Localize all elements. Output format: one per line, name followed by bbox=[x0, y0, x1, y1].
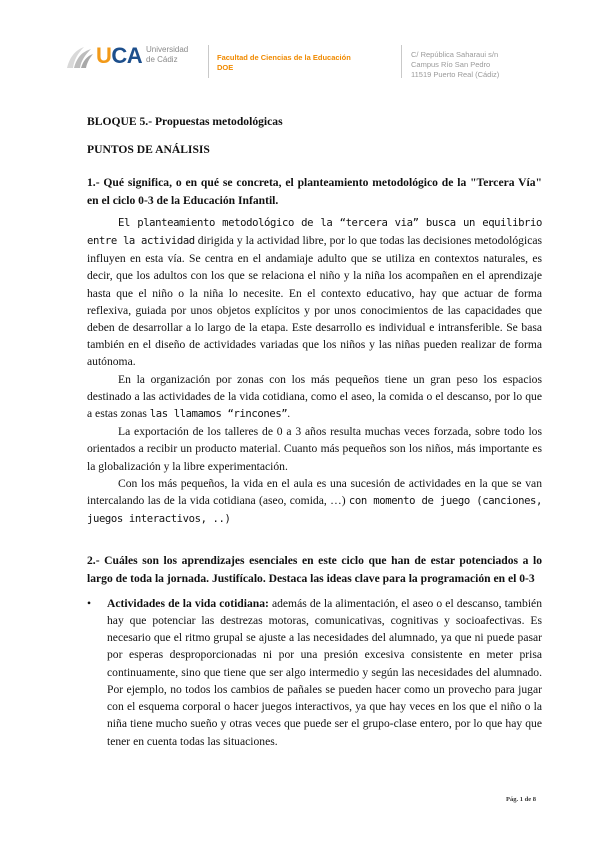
question-1: 1.- Qué significa, o en qué se concreta, el planteamiento metodológico de la "Tercera Vía" en el ciclo 0-3 de la Educación Infantil. bbox=[87, 176, 542, 207]
list-item bbox=[87, 595, 542, 750]
university-name: Universidad de Cádiz bbox=[146, 45, 189, 64]
address-line: Campus Río San Pedro bbox=[411, 60, 491, 69]
header-divider bbox=[208, 45, 209, 78]
paragraph-text: En la organización por zonas con los más pequeños tiene un gran peso los espacios destinado a las actividades de la vida cotidiana, como el aseo, la comida o el descanso, por lo que a estas zonas bbox=[87, 372, 542, 421]
page-number: Pág. 1 de 8 bbox=[506, 796, 536, 803]
address-line: 11519 Puerto Real (Cádiz) bbox=[411, 70, 500, 79]
handwritten-text: con momento de juego (canciones, juegos interactivos, ..) bbox=[87, 495, 542, 526]
section-title: PUNTOS DE ANÁLISIS bbox=[87, 143, 210, 157]
paragraph-3: La exportación de los talleres de 0 a 3 años resulta muchas veces forzada, sobre todo los orientados a recibir un producto material. Cuanto más pequeños son los niños, más importante es la globalización y la libre experimentación. bbox=[87, 425, 542, 473]
bullet-text: además de la alimentación, el aseo o el descanso, también hay que potenciar las destrezas motoras, comunicativas, cognitivas y socioafectivas. Es necesario que el ritmo grupal se ajuste a las necesidades del alumnado, ya que ni puede pasar por esperas desproporcionadas ni por una presión excesiva consistente en meter prisa continuamente, sino que tiene que ser algo intermedio y según las necesidades del alumnado. Por ejemplo, no todos los cambios de pañales se pueden hacer como un provecho para jugar con el esquema corporal o hacer juegos interactivos, ya que hay veces en los que el niño o la niña tiene mucho sueño y otras veces que puede ser el grupo-clase entero, por lo que hay que tener en cuenta todas las situaciones. bbox=[107, 596, 542, 748]
university-logo bbox=[64, 42, 204, 74]
paragraph-1 bbox=[87, 214, 542, 371]
handwritten-text: las llamamos “rincones” bbox=[149, 408, 288, 421]
uca-emblem-icon bbox=[64, 44, 94, 70]
department-name: DOE bbox=[217, 63, 234, 72]
paragraph-4 bbox=[87, 475, 542, 529]
bloque-title: BLOQUE 5.- Propuestas metodológicas bbox=[87, 115, 283, 128]
address-block bbox=[411, 50, 499, 80]
logo-text: UCA bbox=[96, 43, 143, 68]
document-body bbox=[87, 113, 542, 750]
header-divider bbox=[401, 45, 402, 78]
bullet-title: Actividades de la vida cotidiana: bbox=[107, 596, 269, 610]
faculty-name: Facultad de Ciencias de la Educación bbox=[217, 53, 351, 62]
bullet-icon: • bbox=[87, 596, 92, 610]
question-2: 2.- Cuáles son los aprendizajes esenciales en este ciclo que han de estar potenciados a lo largo de toda la jornada. Justifícalo. Destaca las ideas clave para la programación en el 0-3 bbox=[87, 554, 542, 585]
paragraph-text: Con los más pequeños, la vida en el aula es una sucesión de actividades en la que se van intercalando las de la vida cotidiana (aseo, comida, …) bbox=[87, 476, 542, 508]
paragraph-text: . bbox=[287, 407, 291, 421]
paragraph-2 bbox=[87, 371, 542, 424]
address-line: C/ República Saharaui s/n bbox=[411, 50, 499, 59]
logo-text-rest: CA bbox=[111, 43, 143, 68]
paragraph-text: dirigida y la actividad libre, por lo que todas las decisiones metodológicas influyen en esta vía. Se centra en el andamiaje adulto que se utiliza en contextos naturales, es decir, que los adultos con los que se relaciona el niño y la niña los acompañen en el aprendizaje hasta que el niño o la niña lo necesite. En el contexto educativo, hay que actuar de forma reflexiva, guiada por unos objetos explícitos y por unos conocimientos de las capacidades que deben de desarrollar a lo largo de la etapa. Este desarrollo es individual e intransferible. Se basa también en el diseño de actividades variadas que los niños y las niñas pueden realizar de forma autónoma. bbox=[87, 234, 542, 369]
faculty-info bbox=[217, 53, 351, 73]
handwritten-text: El planteamiento metodológico de la “tercera via” busca un equilibrio entre la actividad bbox=[87, 216, 542, 248]
bullet-list bbox=[87, 595, 542, 750]
